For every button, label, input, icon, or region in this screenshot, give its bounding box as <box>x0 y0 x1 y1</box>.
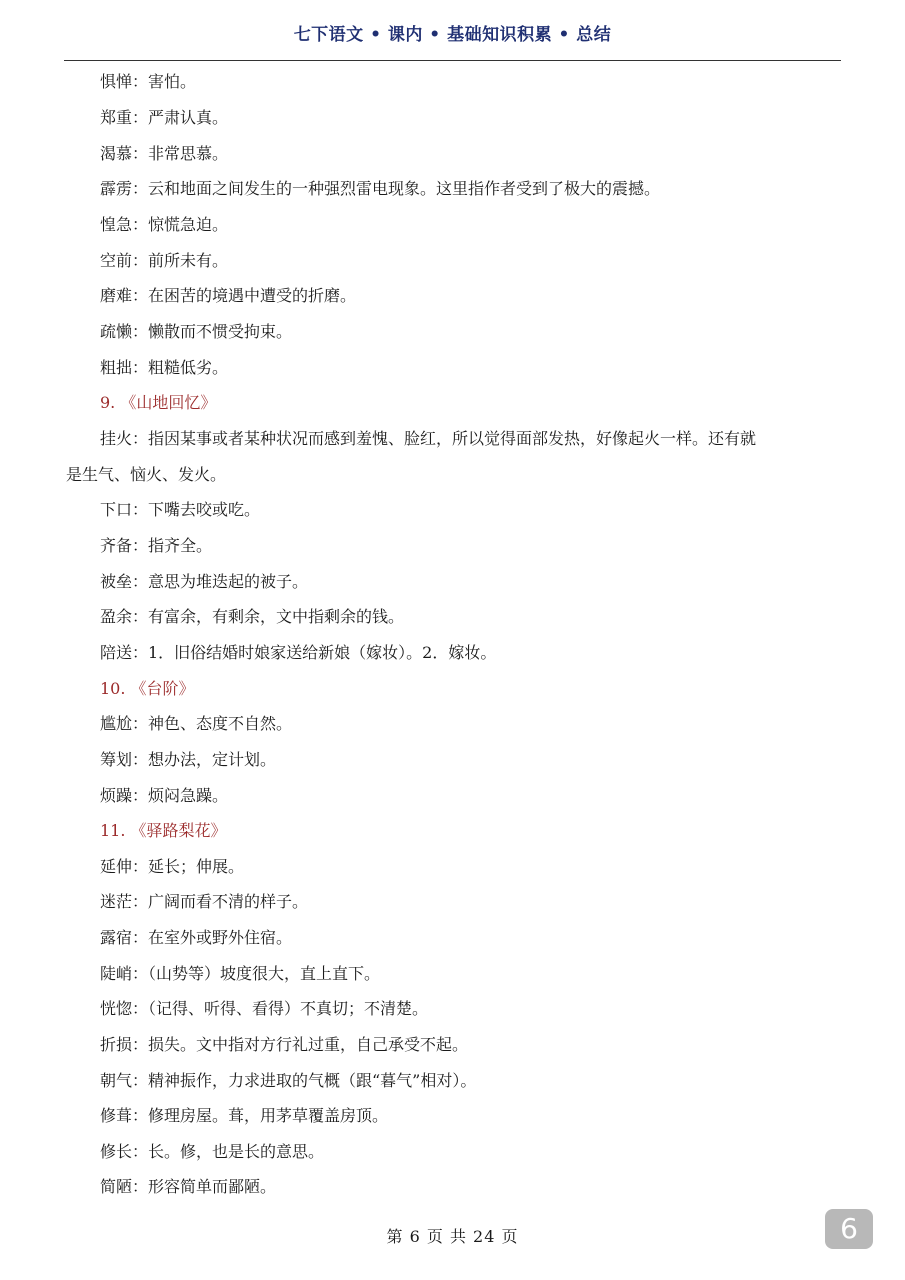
header-divider <box>64 60 841 61</box>
vocab-entry: 惶急：惊慌急迫。 <box>100 215 229 234</box>
vocab-entry: 惧惮：害怕。 <box>100 72 197 91</box>
page-footer: 第 6 页 共 24 页 <box>386 1227 519 1246</box>
vocab-entry: 恍惚：（记得、听得、看得）不真切；不清楚。 <box>100 999 429 1018</box>
vocab-entry: 渴慕：非常思慕。 <box>100 144 229 163</box>
vocab-entry: 下口：下嘴去咬或吃。 <box>100 500 261 519</box>
vocab-entry: 修长：长。修，也是长的意思。 <box>100 1142 325 1161</box>
vocab-entry: 迷茫：广阔而看不清的样子。 <box>100 892 309 911</box>
vocab-entry: 被垒：意思为堆迭起的被子。 <box>100 572 309 591</box>
vocab-entry: 盈余：有富余，有剩余，文中指剩余的钱。 <box>100 607 405 626</box>
vocab-entry: 朝气：精神振作，力求进取的气概（跟“暮气”相对）。 <box>100 1071 477 1090</box>
vocab-entry: 齐备：指齐全。 <box>100 536 213 555</box>
vocab-entry: 郑重：严肃认真。 <box>100 108 229 127</box>
page-number-badge: 6 <box>825 1209 873 1249</box>
vocab-entry: 烦躁：烦闷急躁。 <box>100 786 229 805</box>
vocab-entry: 疏懒：懒散而不惯受拘束。 <box>100 322 293 341</box>
vocab-entry: 陡峭：（山势等）坡度很大，直上直下。 <box>100 964 381 983</box>
vocab-entry: 延伸：延长；伸展。 <box>100 857 245 876</box>
vocab-entry: 陪送：1．旧俗结婚时娘家送给新娘（嫁妆）。2．嫁妆。 <box>100 643 497 662</box>
vocab-entry: 粗拙：粗糙低劣。 <box>100 358 229 377</box>
vocab-entry: 霹雳：云和地面之间发生的一种强烈雷电现象。这里指作者受到了极大的震撼。 <box>100 179 661 198</box>
vocab-entry: 筹划：想办法，定计划。 <box>100 750 277 769</box>
vocab-entry: 挂火：指因某事或者某种状况而感到羞愧、脸红，所以觉得面部发热，好像起火一样。还有就 <box>100 429 757 448</box>
section-heading: 9. 《山地回忆》 <box>100 393 217 412</box>
vocab-entry-continuation: 是生气、恼火、发火。 <box>66 465 227 484</box>
vocab-entry: 简陋：形容简单而鄙陋。 <box>100 1177 277 1196</box>
vocab-entry: 修葺：修理房屋。葺，用茅草覆盖房顶。 <box>100 1106 389 1125</box>
vocab-entry: 尴尬：神色、态度不自然。 <box>100 714 293 733</box>
vocab-entry: 折损：损失。文中指对方行礼过重，自己承受不起。 <box>100 1035 469 1054</box>
header-title: 七下语文 • 课内 • 基础知识积累 • 总结 <box>293 25 612 45</box>
vocab-entry: 空前：前所未有。 <box>100 251 229 270</box>
section-heading: 11. 《驿路梨花》 <box>100 821 227 840</box>
vocab-entry: 露宿：在室外或野外住宿。 <box>100 928 293 947</box>
vocab-entry: 磨难：在困苦的境遇中遭受的折磨。 <box>100 286 357 305</box>
section-heading: 10. 《台阶》 <box>100 679 195 698</box>
